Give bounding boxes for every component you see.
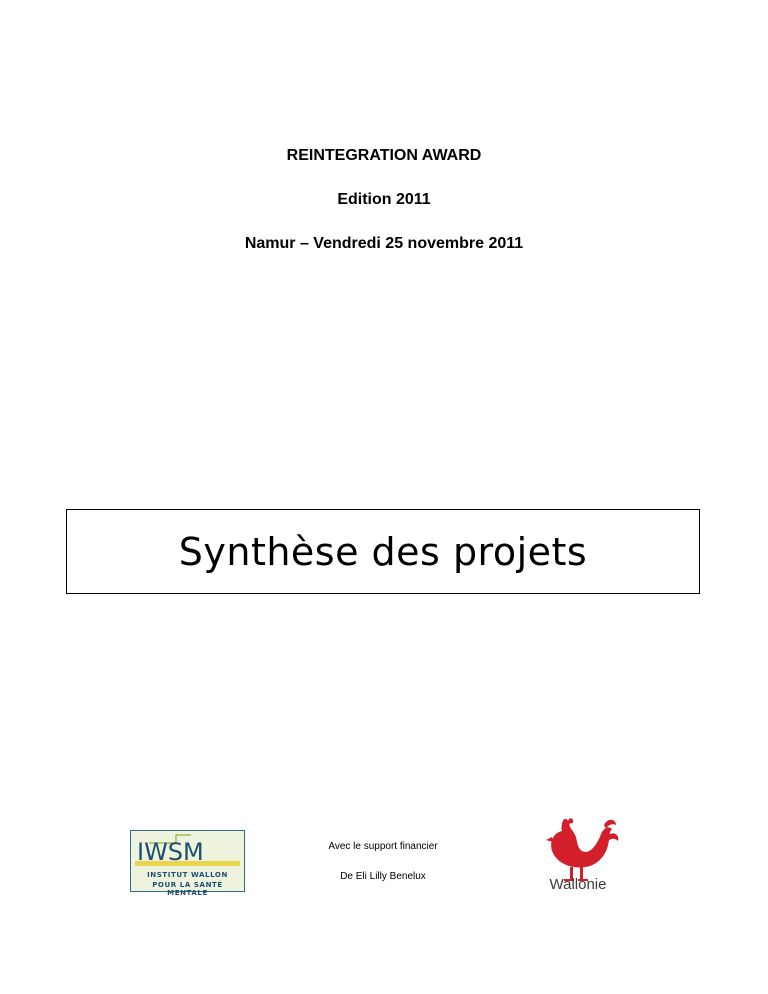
event-date-location: Namur – Vendredi 25 novembre 2011	[244, 235, 524, 252]
iwsm-logo	[130, 830, 245, 897]
box-title: Synthèse des projets	[178, 529, 588, 574]
support-text-line1: Avec le support financier	[328, 841, 438, 852]
iwsm-line1: INSTITUT WALLON	[147, 871, 228, 879]
edition-label: Edition 2011	[337, 191, 431, 208]
support-text-line2: De Eli Lilly Benelux	[340, 871, 426, 882]
title-box	[66, 509, 700, 594]
document-title: REINTEGRATION AWARD	[286, 147, 482, 164]
iwsm-letters-text: IWSM	[137, 838, 204, 866]
iwsm-line2: POUR LA SANTÉ MENTALE	[152, 881, 223, 897]
wallonie-wordmark: Wallonie	[549, 876, 607, 893]
iwsm-letters-graphic	[131, 831, 244, 871]
